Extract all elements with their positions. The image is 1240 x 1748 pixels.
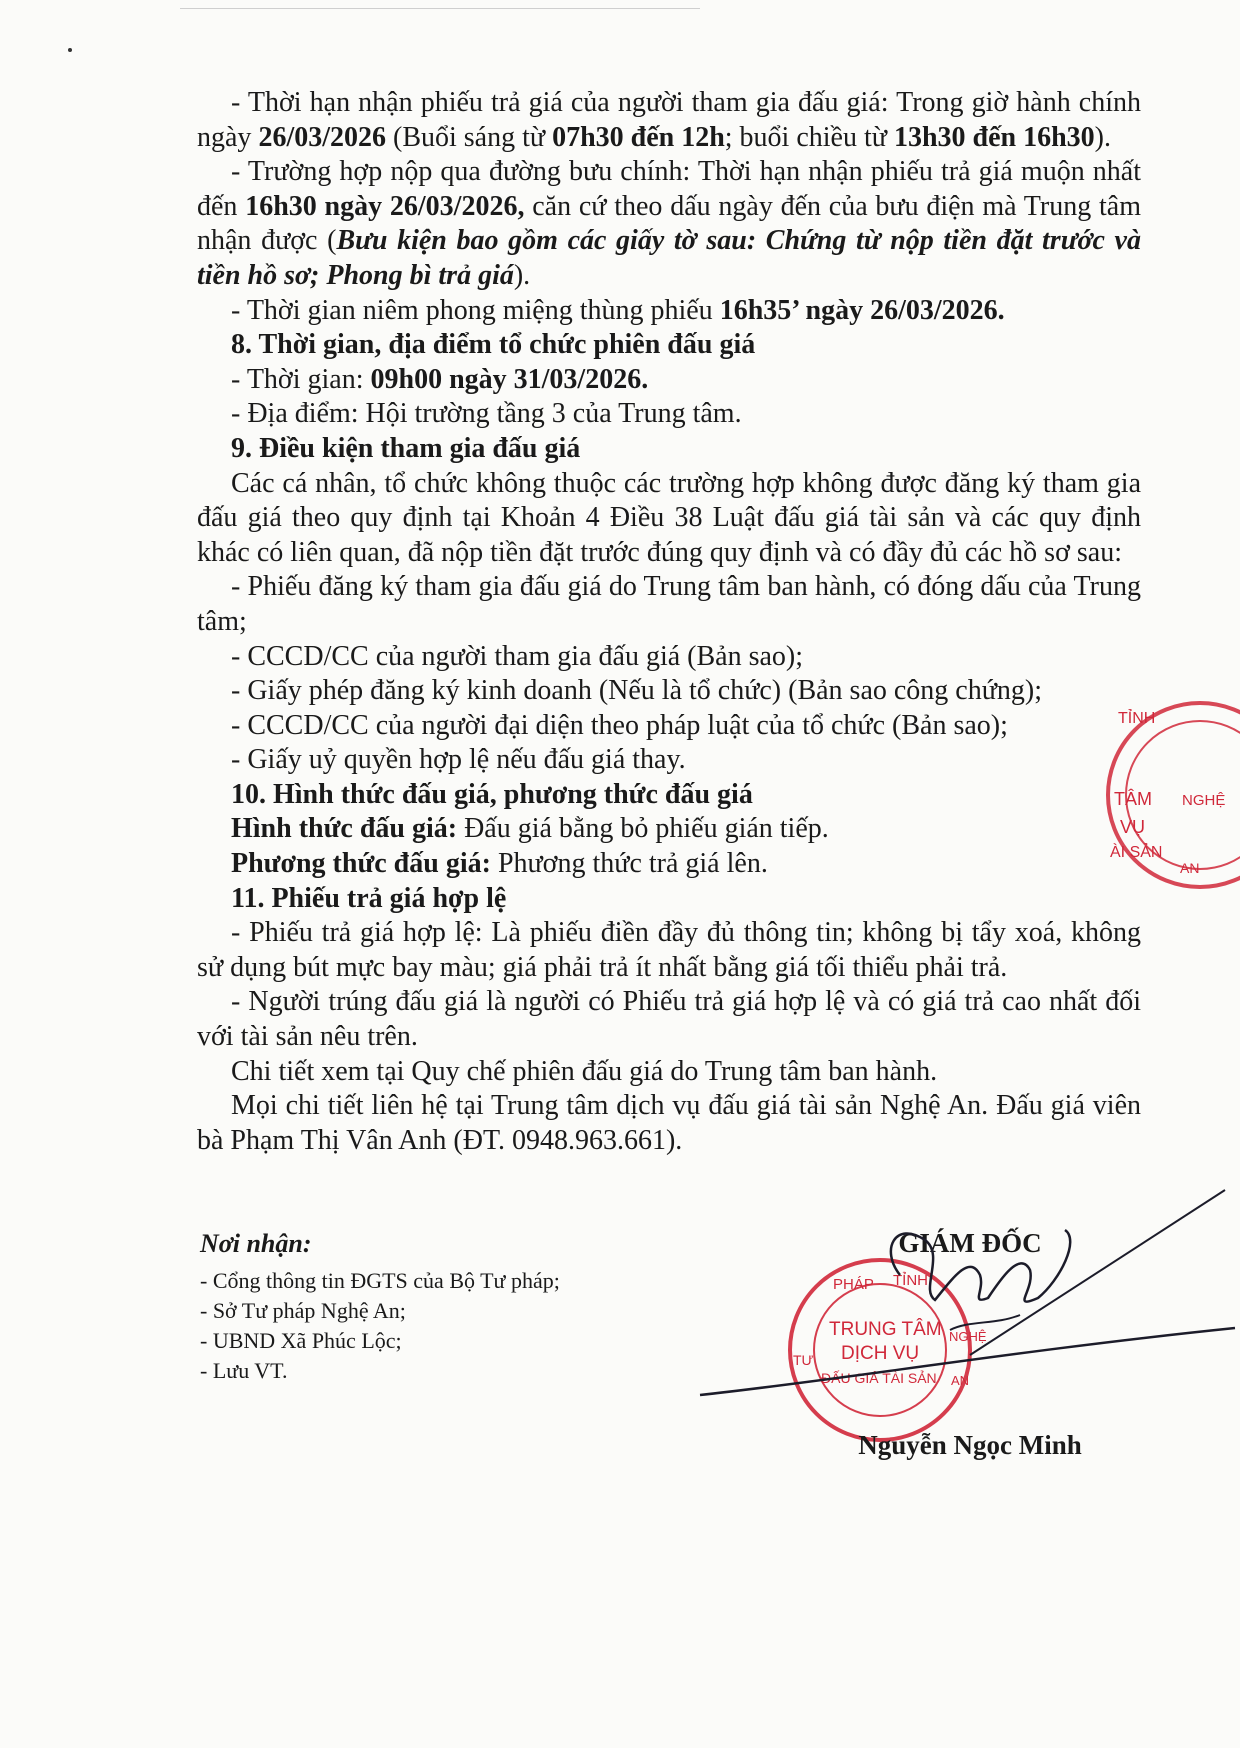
deadline-paragraph: - Thời hạn nhận phiếu trả giá của người tham gia đấu giá: Trong giờ hành chính ngày 26/03/2026 (Buổi sáng từ 07h30 đến 12h; buổi chiều từ 13h30 đến 16h30). — [197, 87, 1141, 153]
svg-text:TÂM: TÂM — [1114, 789, 1152, 809]
afternoon-hours: 13h30 đến 16h30 — [893, 121, 1095, 153]
svg-text:TỈNH: TỈNH — [1118, 710, 1156, 727]
svg-text:VỤ: VỤ — [1120, 817, 1146, 837]
svg-text:ÀI SẢN: ÀI SẢN — [1110, 844, 1163, 861]
seal-paragraph: - Thời gian niêm phong miệng thùng phiếu 16h35’ ngày 26/03/2026. — [231, 294, 1005, 326]
conditions-item: - Giấy uỷ quyền hợp lệ nếu đấu giá thay. — [231, 744, 686, 776]
conditions-intro: Các cá nhân, tổ chức không thuộc các trường hợp không được đăng ký tham gia đấu giá theo quy định tại Khoản 4 Điều 38 Luật đấu giá tài sản và các quy định khác có liên quan, đã nộp tiền đặt trước đúng quy định và có đầy đủ các hồ sơ sau: — [197, 467, 1141, 568]
section-8-heading: 8. Thời gian, địa điểm tổ chức phiên đấu giá — [231, 329, 756, 361]
signer-name: Nguyễn Ngọc Minh — [858, 1430, 1082, 1460]
recipient-item: - Cổng thông tin ĐGTS của Bộ Tư pháp; — [200, 1268, 560, 1293]
recipient-item: - UBND Xã Phúc Lộc; — [200, 1328, 402, 1353]
postal-paragraph: - Trường hợp nộp qua đường bưu chính: Thời hạn nhận phiếu trả giá muộn nhất đến 16h30 ngày 26/03/2026, căn cứ theo dấu ngày đến của bưu điện mà Trung tâm nhận được (Bưu kiện bao gồm các giấy tờ sau: Chứng từ nộp tiền đặt trước và tiền hồ sơ; Phong bì trả giá). — [197, 156, 1141, 291]
svg-text:TRUNG TÂM: TRUNG TÂM — [829, 1319, 942, 1340]
svg-text:NGHỆ: NGHỆ — [949, 1329, 987, 1344]
scan-speck — [68, 48, 72, 52]
scan-artifact-line — [180, 8, 700, 9]
auction-form: Hình thức đấu giá: Đấu giá bằng bỏ phiếu gián tiếp. — [231, 813, 829, 845]
details-note: Chi tiết xem tại Quy chế phiên đấu giá do Trung tâm ban hành. — [231, 1055, 938, 1087]
director-title: GIÁM ĐỐC — [898, 1228, 1042, 1258]
conditions-item: - Giấy phép đăng ký kinh doanh (Nếu là tổ chức) (Bản sao công chứng); — [231, 675, 1043, 707]
recipients-block — [200, 1226, 720, 1386]
auction-time-value: 09h00 ngày 31/03/2026. — [370, 363, 649, 395]
svg-text:TƯ: TƯ — [793, 1352, 814, 1368]
conditions-item: - CCCD/CC của người tham gia đấu giá (Bản sao); — [231, 640, 804, 672]
svg-text:DỊCH VỤ: DỊCH VỤ — [841, 1343, 920, 1364]
svg-text:NGHỆ: NGHỆ — [1182, 792, 1226, 809]
edge-stamp — [1100, 695, 1240, 895]
morning-hours: 07h30 đến 12h — [552, 121, 725, 153]
section-11-heading: 11. Phiếu trả giá hợp lệ — [231, 882, 507, 914]
deadline-date: 26/03/2026 — [258, 121, 386, 153]
recipients-title: Nơi nhận: — [200, 1229, 312, 1258]
svg-text:TỈNH: TỈNH — [893, 1272, 928, 1289]
document-body — [197, 86, 1141, 1158]
seal-time: 16h35’ ngày 26/03/2026. — [719, 294, 1005, 326]
recipient-item: - Lưu VT. — [200, 1358, 288, 1383]
contact-note: Mọi chi tiết liên hệ tại Trung tâm dịch vụ đấu giá tài sản Nghệ An. Đấu giá viên bà Phạm Thị Vân Anh (ĐT. 0948.963.661). — [197, 1090, 1141, 1156]
svg-text:ĐẤU GIÁ TÀI SẢN: ĐẤU GIÁ TÀI SẢN — [821, 1370, 937, 1386]
winner-rule: - Người trúng đấu giá là người có Phiếu trả giá hợp lệ và có giá trả cao nhất đối với tài sản nêu trên. — [197, 986, 1141, 1053]
section-10-heading: 10. Hình thức đấu giá, phương thức đấu giá — [231, 778, 753, 810]
handwritten-signature — [720, 1180, 1240, 1440]
recipient-item: - Sở Tư pháp Nghệ An; — [200, 1298, 406, 1323]
auction-place: - Địa điểm: Hội trường tầng 3 của Trung tâm. — [231, 398, 742, 430]
postal-note: Bưu kiện bao gồm các giấy tờ sau: Chứng từ nộp tiền đặt trước và tiền hồ sơ; Phong bì trả giá — [197, 225, 1141, 291]
svg-text:AN: AN — [1180, 860, 1200, 876]
svg-text:PHÁP: PHÁP — [833, 1276, 874, 1293]
auction-method: Phương thức đấu giá: Phương thức trả giá lên. — [231, 848, 768, 880]
valid-bid-rule: - Phiếu trả giá hợp lệ: Là phiếu điền đầy đủ thông tin; không bị tẩy xoá, không sử dụng bút mực bay màu; giá phải trả ít nhất bằng giá tối thiểu phải trả. — [197, 917, 1141, 983]
auction-time: - Thời gian: 09h00 ngày 31/03/2026. — [231, 363, 649, 395]
conditions-item: - Phiếu đăng ký tham gia đấu giá do Trung tâm ban hành, có đóng dấu của Trung tâm; — [197, 571, 1141, 637]
postal-deadline: 16h30 ngày 26/03/2026, — [245, 190, 525, 222]
svg-text:AN: AN — [951, 1373, 970, 1388]
section-9-heading: 9. Điều kiện tham gia đấu giá — [231, 432, 581, 464]
conditions-item: - CCCD/CC của người đại diện theo pháp luật của tổ chức (Bản sao); — [231, 709, 1008, 741]
